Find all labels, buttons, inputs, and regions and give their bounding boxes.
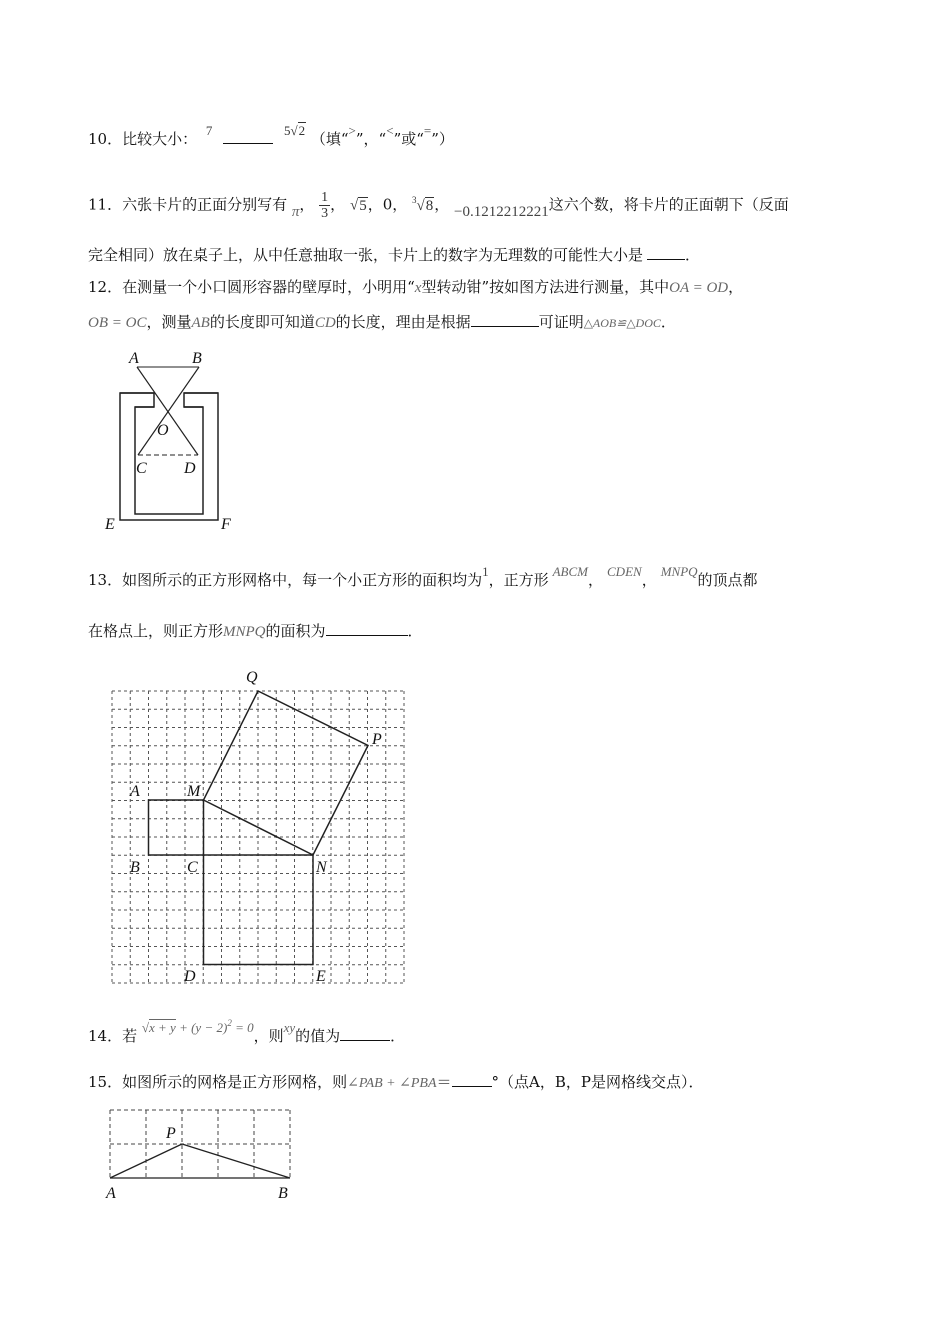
question-13-line2: 在格点上，则正方形MNPQ的面积为 ．: [88, 622, 423, 640]
plier-arm-ac: [137, 367, 198, 455]
q12-eq2: OB = OC: [88, 315, 147, 331]
label-D: D: [184, 968, 196, 985]
label-O: O: [157, 422, 169, 439]
dashed-grid: [112, 691, 404, 983]
question-11: 11．六张卡片的正面分别写有 π， $\frac{1}{3}$ ， √5，0， $^3$√8， −0.1212212221这六个数，将卡片的正面朝下（反面: [88, 190, 789, 221]
q13-square-2: CDEN: [607, 564, 642, 579]
q14-expression: $√x + y + (y - 2)^2 = 0$: [141, 1018, 254, 1035]
q11-sqrt5: √5: [349, 197, 367, 214]
square-mnpq: [204, 691, 369, 855]
q15-answer-blank[interactable]: [452, 1072, 492, 1087]
q10-left-value: 7: [205, 123, 213, 138]
q10-answer-blank[interactable]: [223, 129, 273, 144]
label-B: B: [278, 1185, 288, 1202]
question-14: 14．若 $√x + y + (y - 2)^2 = 0$，则xy的值为 ．: [88, 1018, 406, 1045]
q10-number: 10．比较大小：: [88, 130, 198, 148]
q10-hint-or: ”或“: [393, 130, 424, 148]
q12-congruence: △AOB≌△DOC: [583, 316, 661, 330]
q11-pi: π: [291, 203, 300, 220]
question-11-line2: 完全相同）放在桌子上，从中任意抽取一张，卡片上的数字为无理数的可能性大小是 ．: [88, 246, 701, 264]
q15-number: 15．如图所示的网格是正方形网格，则: [88, 1073, 348, 1091]
q13-answer-blank[interactable]: [326, 621, 408, 636]
q11-answer-blank[interactable]: [647, 245, 685, 260]
q12-answer-blank[interactable]: [471, 312, 539, 327]
q10-right-radicand: 2: [298, 123, 306, 138]
q13-grid-figure: [112, 665, 412, 990]
q11-decimal: −0.1212212221: [454, 203, 549, 220]
dashed-grid: [110, 1110, 290, 1178]
q13-square-3: MNPQ: [660, 564, 698, 579]
segment-ap: [110, 1144, 182, 1178]
q10-eq-symbol: =: [423, 123, 432, 138]
mouth-left-lip: [120, 393, 154, 407]
q11-cbrt8: $^3$√8: [412, 194, 434, 214]
q11-fraction: [319, 190, 330, 221]
question-12: 12．在测量一个小口圆形容器的壁厚时，小明用“x型转动钳”按如图方法进行测量，其中OA = OD，: [88, 278, 744, 296]
q11-number: 11．六张卡片的正面分别写有: [88, 195, 288, 214]
q10-right-value: 5√2: [283, 123, 306, 138]
q14-number: 14．若: [88, 1027, 138, 1045]
q10-hint-close: ”）: [431, 130, 454, 148]
question-12-line2: OB = OC，测量AB的长度即可知道CD的长度，理由是根据 可证明△AOB≌△DOC．: [88, 313, 676, 331]
q14-answer-blank[interactable]: [340, 1026, 390, 1041]
plier-arm-bd: [138, 367, 199, 455]
q10-gt-symbol: >: [348, 123, 356, 138]
label-C: C: [136, 460, 147, 477]
q12-figure: [100, 345, 250, 535]
q11-text1: 这六个数，将卡片的正面朝下（反面: [548, 195, 789, 214]
q11-frac-den: 3: [321, 206, 329, 221]
label-F: F: [221, 516, 231, 533]
q10-lt-symbol: <: [386, 123, 394, 138]
question-15: 15．如图所示的网格是正方形网格，则∠PAB + ∠PBA＝ °（点A，B，P是网格线交点）．: [88, 1073, 704, 1091]
q11-frac-num: 1: [321, 190, 329, 205]
question-10: [88, 123, 454, 151]
label-C: C: [187, 859, 198, 876]
q13-square-1: ABCM: [552, 564, 588, 579]
segment-pb: [182, 1144, 290, 1178]
label-P: P: [372, 731, 382, 748]
q13-number: 13．如图所示的正方形网格中，每一个小正方形的面积均为: [88, 571, 483, 589]
label-B: B: [130, 859, 140, 876]
label-D: D: [184, 460, 196, 477]
q11-zero: 0: [382, 195, 393, 214]
label-P: P: [166, 1125, 176, 1142]
q10-hint-open: （填“: [310, 130, 349, 148]
label-M: M: [187, 783, 201, 800]
q15-grid-figure: [100, 1105, 300, 1205]
q10-hint-sep: ”，“: [355, 130, 387, 148]
label-Q: Q: [246, 669, 258, 686]
q11-text2: 完全相同）放在桌子上，从中任意抽取一张，卡片上的数字为无理数的可能性大小是: [88, 246, 644, 264]
label-A: A: [130, 783, 140, 800]
q15-angles: ∠PAB + ∠PBA: [347, 1076, 437, 1091]
label-N: N: [316, 859, 327, 876]
label-E: E: [316, 968, 326, 985]
q12-number: 12．在测量一个小口圆形容器的壁厚时，小明用“: [88, 278, 415, 296]
q10-right-coef: 5: [283, 123, 291, 138]
q12-eq1: OA = OD: [669, 280, 729, 296]
container-mouth: [154, 391, 184, 409]
label-E: E: [105, 516, 115, 533]
label-A: A: [129, 350, 139, 367]
mouth-right-lip: [184, 393, 218, 407]
square-abcm: [149, 800, 204, 855]
label-B: B: [192, 350, 202, 367]
question-13: 13．如图所示的正方形网格中，每一个小正方形的面积均为1，正方形 ABCM， CDEN， MNPQ的顶点都: [88, 564, 758, 589]
label-A: A: [106, 1185, 116, 1202]
